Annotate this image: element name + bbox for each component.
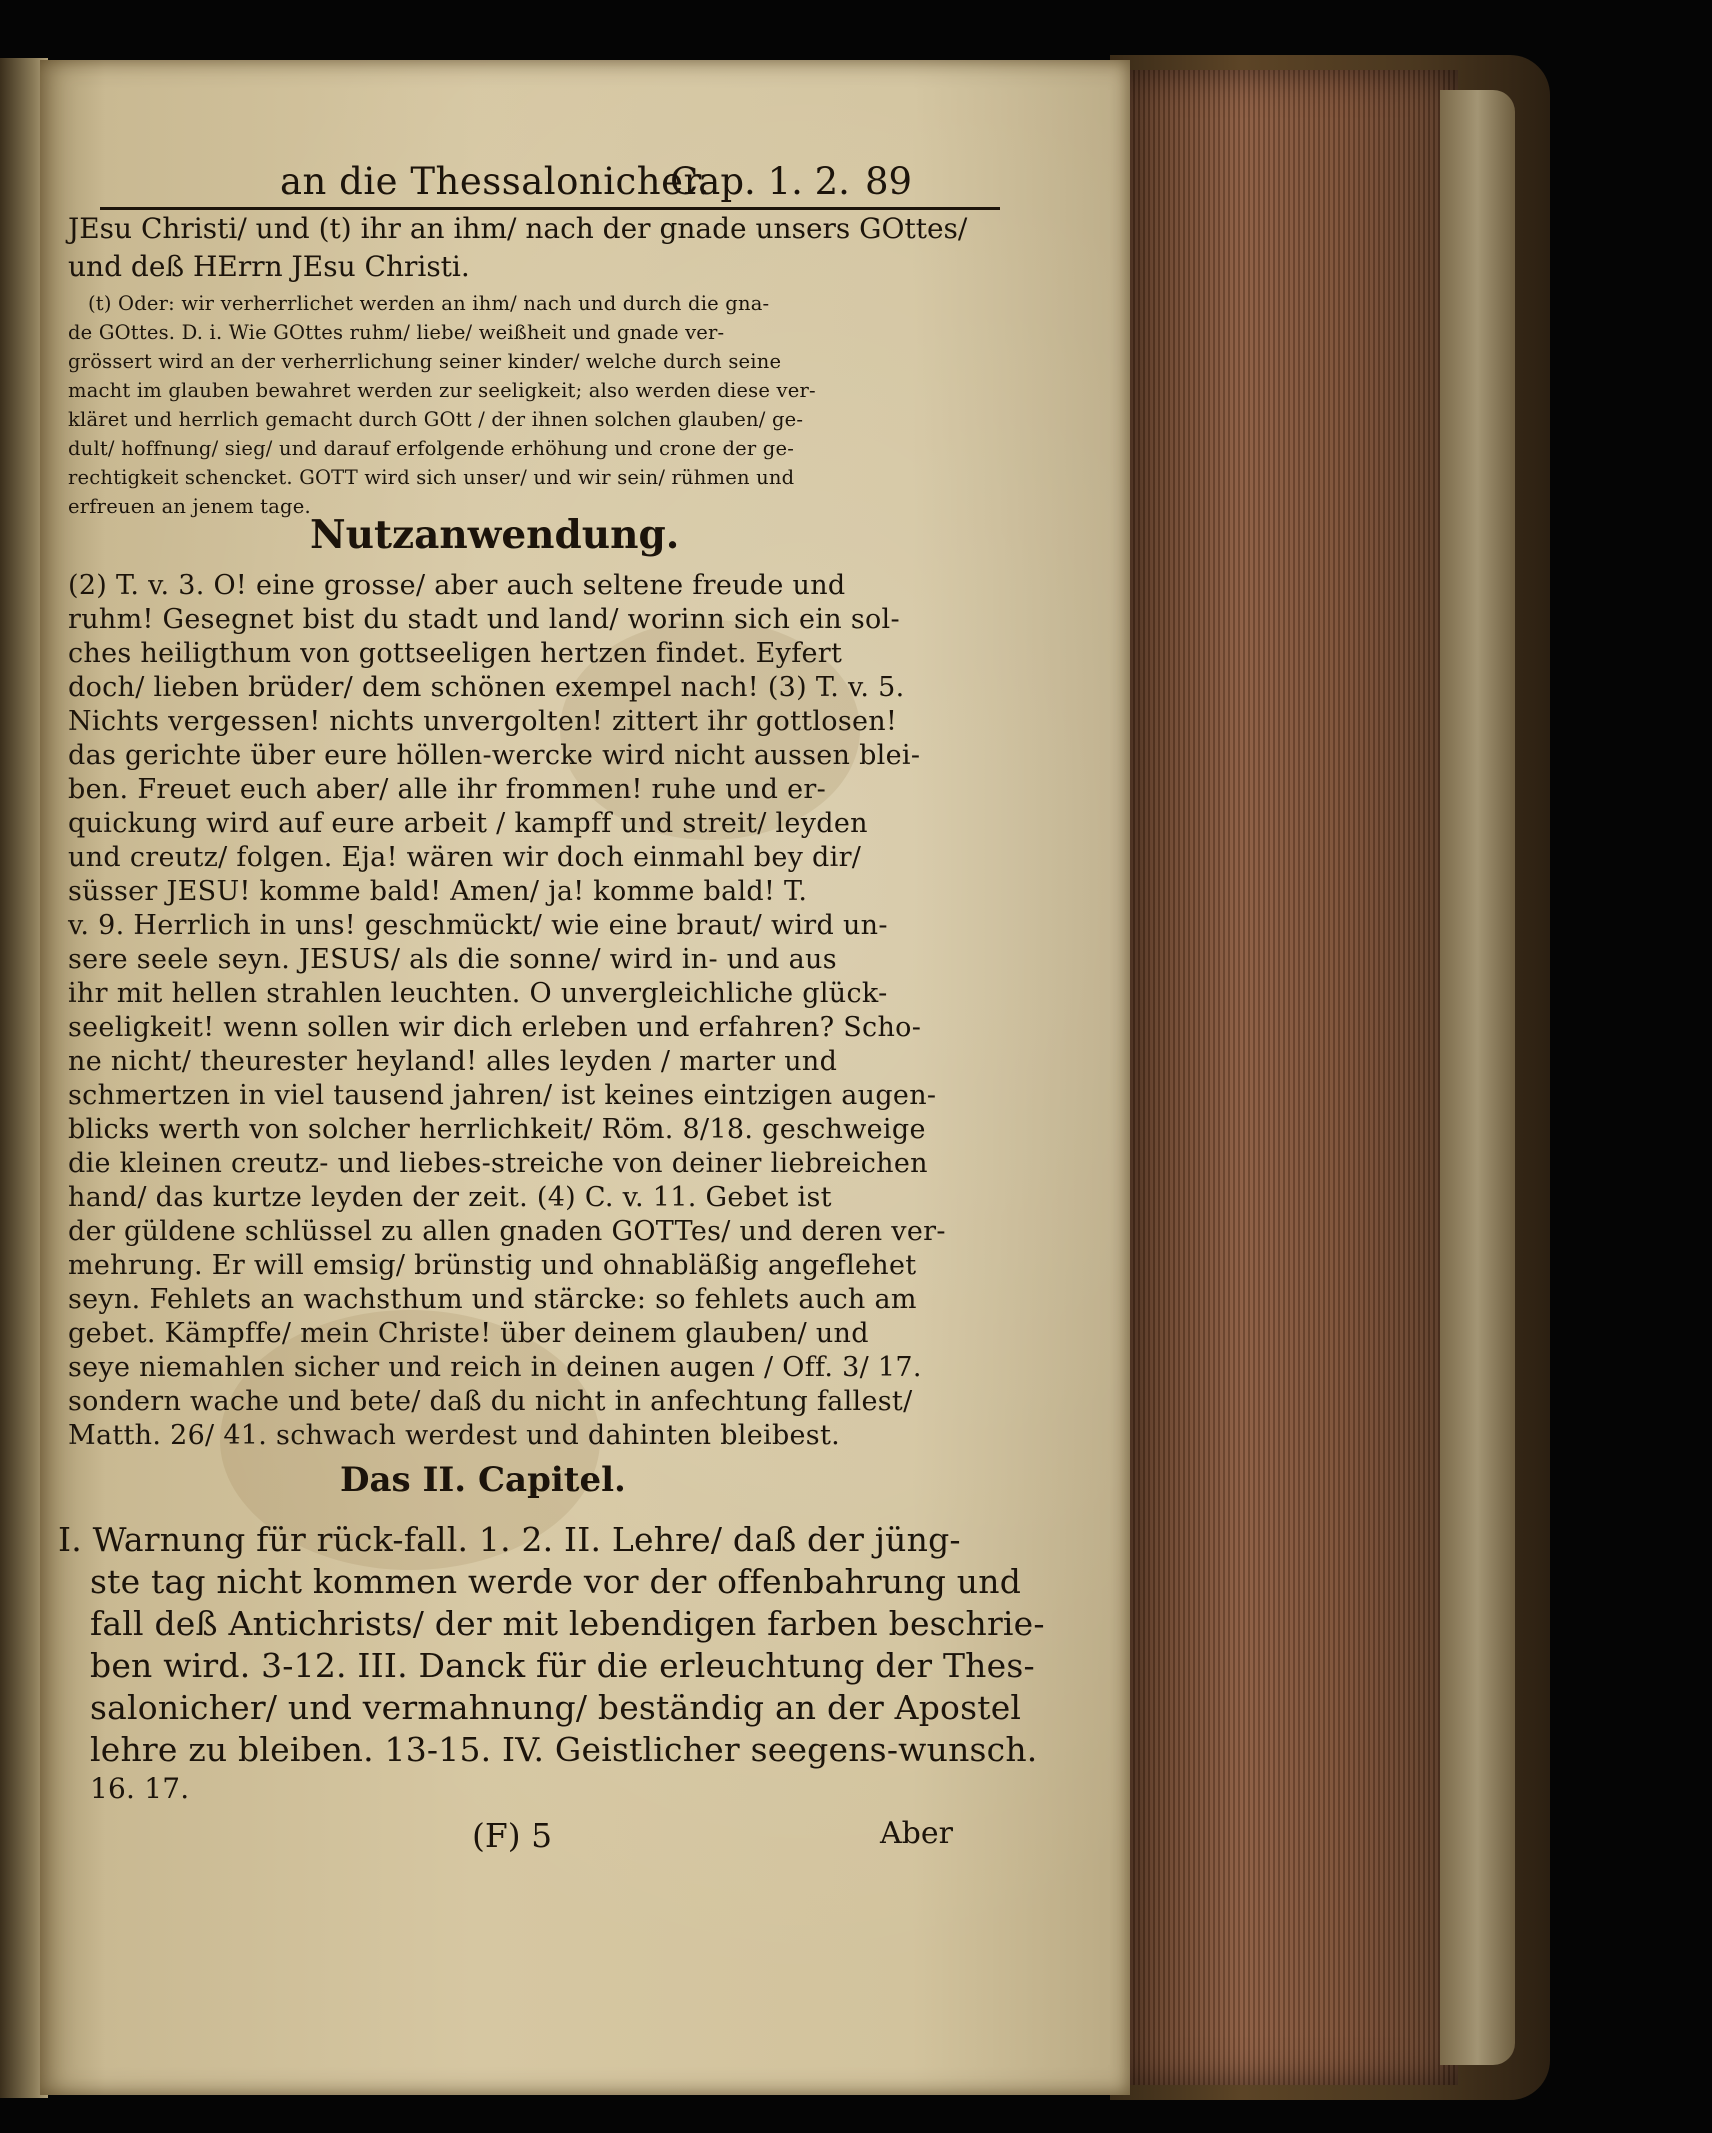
summary-line: 16. 17.: [90, 1772, 190, 1805]
body-line: seyn. Fehlets an wachsthum und stärcke: so fehlets auch am: [68, 1284, 917, 1315]
body-line: hand/ das kurtze leyden der zeit. (4) C. v. 11. Gebet ist: [68, 1182, 832, 1213]
summary-line: I. Warnung für rück-fall. 1. 2. II. Lehre/ daß der jüng-: [58, 1520, 961, 1559]
body-line: sondern wache und bete/ daß du nicht in anfechtung fallest/: [68, 1386, 913, 1417]
footnote-line: de GOttes. D. i. Wie GOttes ruhm/ liebe/ weißheit und gnade ver-: [68, 321, 725, 344]
body-line: seeligkeit! wenn sollen wir dich erleben und erfahren? Scho-: [68, 1012, 922, 1043]
body-line: mehrung. Er will emsig/ brünstig und ohnabläßig angeflehet: [68, 1250, 917, 1281]
chapter-reference: Cap. 1. 2.: [670, 160, 850, 203]
body-line: die kleinen creutz- und liebes-streiche von deiner liebreichen: [68, 1148, 928, 1179]
footnote-line: grössert wird an der verherrlichung seiner kinder/ welche durch seine: [68, 350, 782, 373]
body-line: quickung wird auf eure arbeit / kampff und streit/ leyden: [68, 808, 868, 839]
body-line: sere seele seyn. JESUS/ als die sonne/ wird in- und aus: [68, 944, 837, 975]
summary-line: ste tag nicht kommen werde vor der offenbahrung und: [90, 1562, 1022, 1601]
printed-page: [40, 60, 1130, 2095]
catchword: Aber: [880, 1816, 953, 1851]
footnote-line: rechtigkeit schencket. GOTT wird sich unser/ und wir sein/ rühmen und: [68, 466, 795, 489]
page-fore-edge: [1128, 70, 1458, 2085]
running-title: an die Thessalonicher.: [280, 160, 710, 203]
body-line: ihr mit hellen strahlen leuchten. O unvergleichliche glück-: [68, 978, 888, 1009]
section-heading: Nutzanwendung.: [310, 512, 680, 558]
verse-line: JEsu Christi/ und (t) ihr an ihm/ nach der gnade unsers GOttes/: [68, 212, 968, 245]
signature-mark: (F) 5: [472, 1816, 553, 1855]
body-line: seye niemahlen sicher und reich in deinen augen / Off. 3/ 17.: [68, 1352, 922, 1383]
body-line: ne nicht/ theurester heyland! alles leyden / marter und: [68, 1046, 838, 1077]
body-line: der güldene schlüssel zu allen gnaden GOTTes/ und deren ver-: [68, 1216, 946, 1247]
summary-line: ben wird. 3-12. III. Danck für die erleuchtung der Thes-: [90, 1646, 1035, 1685]
body-line: (2) T. v. 3. O! eine grosse/ aber auch seltene freude und: [68, 570, 846, 601]
summary-line: lehre zu bleiben. 13-15. IV. Geistlicher seegens-wunsch.: [90, 1730, 1038, 1769]
body-line: ruhm! Gesegnet bist du stadt und land/ worinn sich ein sol-: [68, 604, 900, 635]
footnote-line: kläret und herrlich gemacht durch GOtt / der ihnen solchen glauben/ ge-: [68, 408, 804, 431]
footnote-line: erfreuen an jenem tage.: [68, 495, 311, 518]
body-line: doch/ lieben brüder/ dem schönen exempel nach! (3) T. v. 5.: [68, 672, 905, 703]
body-line: süsser JESU! komme bald! Amen/ ja! komme bald! T.: [68, 876, 808, 907]
summary-line: salonicher/ und vermahnung/ beständig an der Apostel: [90, 1688, 1022, 1727]
footnote-line: macht im glauben bewahret werden zur seeligkeit; also werden diese ver-: [68, 379, 816, 402]
body-line: das gerichte über eure höllen-wercke wird nicht aussen blei-: [68, 740, 921, 771]
body-line: Nichts vergessen! nichts unvergolten! zittert ihr gottlosen!: [68, 706, 898, 737]
footnote-line: dult/ hoffnung/ sieg/ und darauf erfolgende erhöhung und crone der ge-: [68, 437, 795, 460]
body-line: gebet. Kämpffe/ mein Christe! über deinem glauben/ und: [68, 1318, 869, 1349]
body-line: blicks werth von solcher herrlichkeit/ Röm. 8/18. geschweige: [68, 1114, 926, 1145]
page-number: 89: [865, 160, 913, 203]
summary-line: fall deß Antichrists/ der mit lebendigen farben beschrie-: [90, 1604, 1045, 1643]
header-rule: [100, 207, 1000, 210]
body-line: ben. Freuet euch aber/ alle ihr frommen! ruhe und er-: [68, 774, 827, 805]
verse-line: und deß HErrn JEsu Christi.: [68, 250, 470, 283]
body-line: und creutz/ folgen. Eja! wären wir doch einmahl bey dir/: [68, 842, 862, 873]
body-line: ches heiligthum von gottseeligen hertzen findet. Eyfert: [68, 638, 843, 669]
book-cover-edge: [1440, 90, 1515, 2065]
body-line: schmertzen in viel tausend jahren/ ist keines eintzigen augen-: [68, 1080, 937, 1111]
footnote-line: (t) Oder: wir verherrlichet werden an ihm/ nach und durch die gna-: [88, 292, 770, 315]
chapter-heading: Das II. Capitel.: [340, 1460, 626, 1500]
body-line: Matth. 26/ 41. schwach werdest und dahinten bleibest.: [68, 1420, 840, 1451]
body-line: v. 9. Herrlich in uns! geschmückt/ wie eine braut/ wird un-: [68, 910, 888, 941]
